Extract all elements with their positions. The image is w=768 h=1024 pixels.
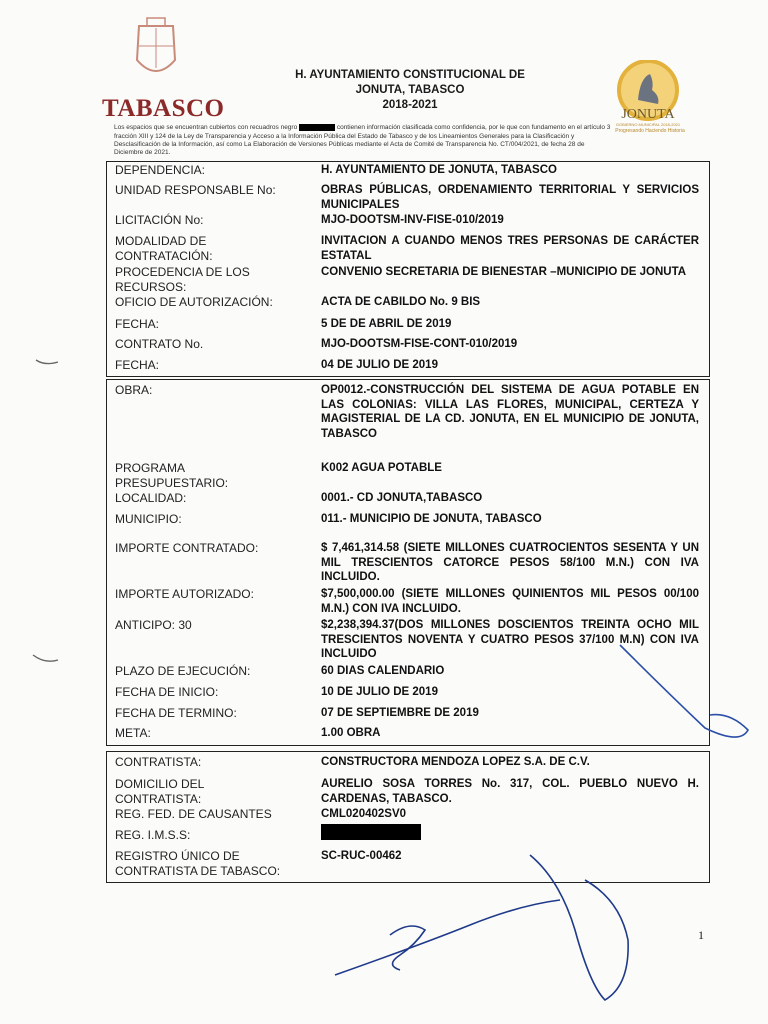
fecha-label: FECHA: — [115, 317, 160, 331]
fecha-value: 5 DE DE ABRIL DE 2019 — [321, 318, 452, 330]
dependencia-value: H. AYUNTAMIENTO DE JONUTA, TABASCO — [321, 164, 557, 176]
header-line-1: H. AYUNTAMIENTO CONSTITUCIONAL DE — [295, 69, 525, 81]
domicilio-value: AURELIO SOSA TORRES No. 317, COL. PUEBLO NUEVO H. CARDENAS, TABASCO. — [321, 778, 699, 805]
licitacion-value: MJO-DOOTSM-INV-FISE-010/2019 — [321, 214, 504, 226]
oficio-label: OFICIO DE AUTORIZACIÓN: — [115, 295, 273, 309]
registro-value: SC-RUC-00462 — [321, 850, 402, 862]
tabasco-brand: TABASCO — [102, 95, 225, 122]
plazo-value: 60 DIAS CALENDARIO — [321, 665, 445, 677]
jonuta-logo-sub: GOBIERNO MUNICIPAL 2018-2021 — [615, 122, 681, 127]
municipio-value: 011.- MUNICIPIO DE JONUTA, TABASCO — [321, 513, 542, 525]
contratista-label: CONTRATISTA: — [115, 755, 202, 769]
fecha-inicio-label: FECHA DE INICIO: — [115, 685, 219, 699]
procedencia-value: CONVENIO SECRETARIA DE BIENESTAR –MUNICIPIO DE JONUTA — [321, 266, 687, 278]
importe-autorizado-value: $7,500,000.00 (SIETE MILLONES QUINIENTOS MIL PESOS 00/100 M.N.) CON IVA INCLUIDO. — [321, 588, 699, 615]
procedencia-label: PROCEDENCIA DE LOS RECURSOS: — [115, 265, 250, 294]
localidad-label: LOCALIDAD: — [115, 491, 187, 505]
licitacion-label: LICITACIÓN No: — [115, 213, 204, 227]
programa-label: PROGRAMA PRESUPUESTARIO: — [115, 461, 229, 490]
anticipo-value: $2,238,394.37(DOS MILLONES DOSCIENTOS TREINTA OCHO MIL TRESCIENTOS NOVENTA Y CUATRO PESOS 37/100 M.N) CON IVA INCLUIDO — [321, 619, 699, 660]
obra-label: OBRA: — [115, 383, 153, 397]
jonuta-logo-text: JONUTA — [621, 107, 675, 122]
header-line-2: JONUTA, TABASCO — [355, 84, 465, 96]
fecha-termino-label: FECHA DE TERMINO: — [115, 706, 237, 720]
obra-value: OP0012.-CONSTRUCCIÓN DEL SISTEMA DE AGUA POTABLE EN LAS COLONIAS: VILLA LAS FLORES, MUNICIPAL, CERTEZA Y MAGISTERIAL DE LA CD. JONUTA, EN EL MUNICIPIO DE JONUTA, TABASCO — [321, 384, 699, 440]
importe-contratado-value: $ 7,461,314.58 (SIETE MILLONES CUATROCIENTOS SESENTA Y UN MIL TRESCIENTOS CATORCE PESOS 58/100 M.N.) CON IVA INCLUIDO. — [321, 542, 699, 583]
unidad-value: OBRAS PÚBLICAS, ORDENAMIENTO TERRITORIAL Y SERVICIOS MUNICIPALES — [321, 184, 699, 211]
localidad-value: 0001.- CD JONUTA,TABASCO — [321, 492, 483, 504]
contrato-label: CONTRATO No. — [115, 337, 204, 351]
contrato-value: MJO-DOOTSM-FISE-CONT-010/2019 — [321, 338, 518, 350]
domicilio-label: DOMICILIO DEL CONTRATISTA: — [115, 777, 204, 806]
municipio-label: MUNICIPIO: — [115, 512, 182, 526]
programa-value: K002 AGUA POTABLE — [321, 462, 442, 474]
oficio-value: ACTA DE CABILDO No. 9 BIS — [321, 296, 481, 308]
rfc-label: REG. FED. DE CAUSANTES — [115, 807, 272, 821]
registro-label: REGISTRO ÚNICO DE CONTRATISTA DE TABASCO: — [115, 849, 281, 878]
jonuta-motto: Progresando Haciendo Historia — [615, 128, 685, 134]
fecha-contrato-value: 04 DE JULIO DE 2019 — [321, 359, 438, 371]
anticipo-label: ANTICIPO: 30 — [115, 618, 192, 632]
page-number: 1 — [698, 928, 704, 942]
meta-value: 1.00 OBRA — [321, 727, 381, 739]
notice-part-1: Los espacios que se encuentran cubiertos con recuadros negro — [114, 124, 298, 132]
unidad-label: UNIDAD RESPONSABLE No: — [115, 183, 276, 197]
fecha-inicio-value: 10 DE JULIO DE 2019 — [321, 686, 438, 698]
meta-label: META: — [115, 726, 151, 740]
rfc-value: CML020402SV0 — [321, 808, 407, 820]
imss-label: REG. I.M.S.S: — [115, 828, 191, 842]
importe-contratado-label: IMPORTE CONTRATADO: — [115, 541, 259, 555]
plazo-label: PLAZO DE EJECUCIÓN: — [115, 664, 251, 678]
fecha-contrato-label: FECHA: — [115, 358, 160, 372]
modalidad-value: INVITACION A CUANDO MENOS TRES PERSONAS DE CARÁCTER ESTATAL — [321, 235, 699, 262]
fecha-termino-value: 07 DE SEPTIEMBRE DE 2019 — [321, 707, 479, 719]
contratista-value: CONSTRUCTORA MENDOZA LOPEZ S.A. DE C.V. — [321, 756, 590, 768]
dependencia-label: DEPENDENCIA: — [115, 163, 206, 177]
notice-part-2: contienen información clasificada como confidencia, por le que con fundamento en el artículo 3 fracción XIII y 124 de la Ley de Transparencia y Acceso a la Información Pública del Estado de Tabasco y de los Lineamientos Generales para la Clasificación y Desclasificación de la Información, así como La Elaboración de Versiones Públicas mediante el Acta de Comité de Transparencia No. CT/004/2021, de fecha 28 de Diciembre de 2021. — [114, 124, 611, 157]
header-line-3: 2018-2021 — [382, 99, 438, 111]
importe-autorizado-label: IMPORTE AUTORIZADO: — [115, 587, 254, 601]
modalidad-label: MODALIDAD DE CONTRATACIÓN: — [115, 234, 213, 263]
